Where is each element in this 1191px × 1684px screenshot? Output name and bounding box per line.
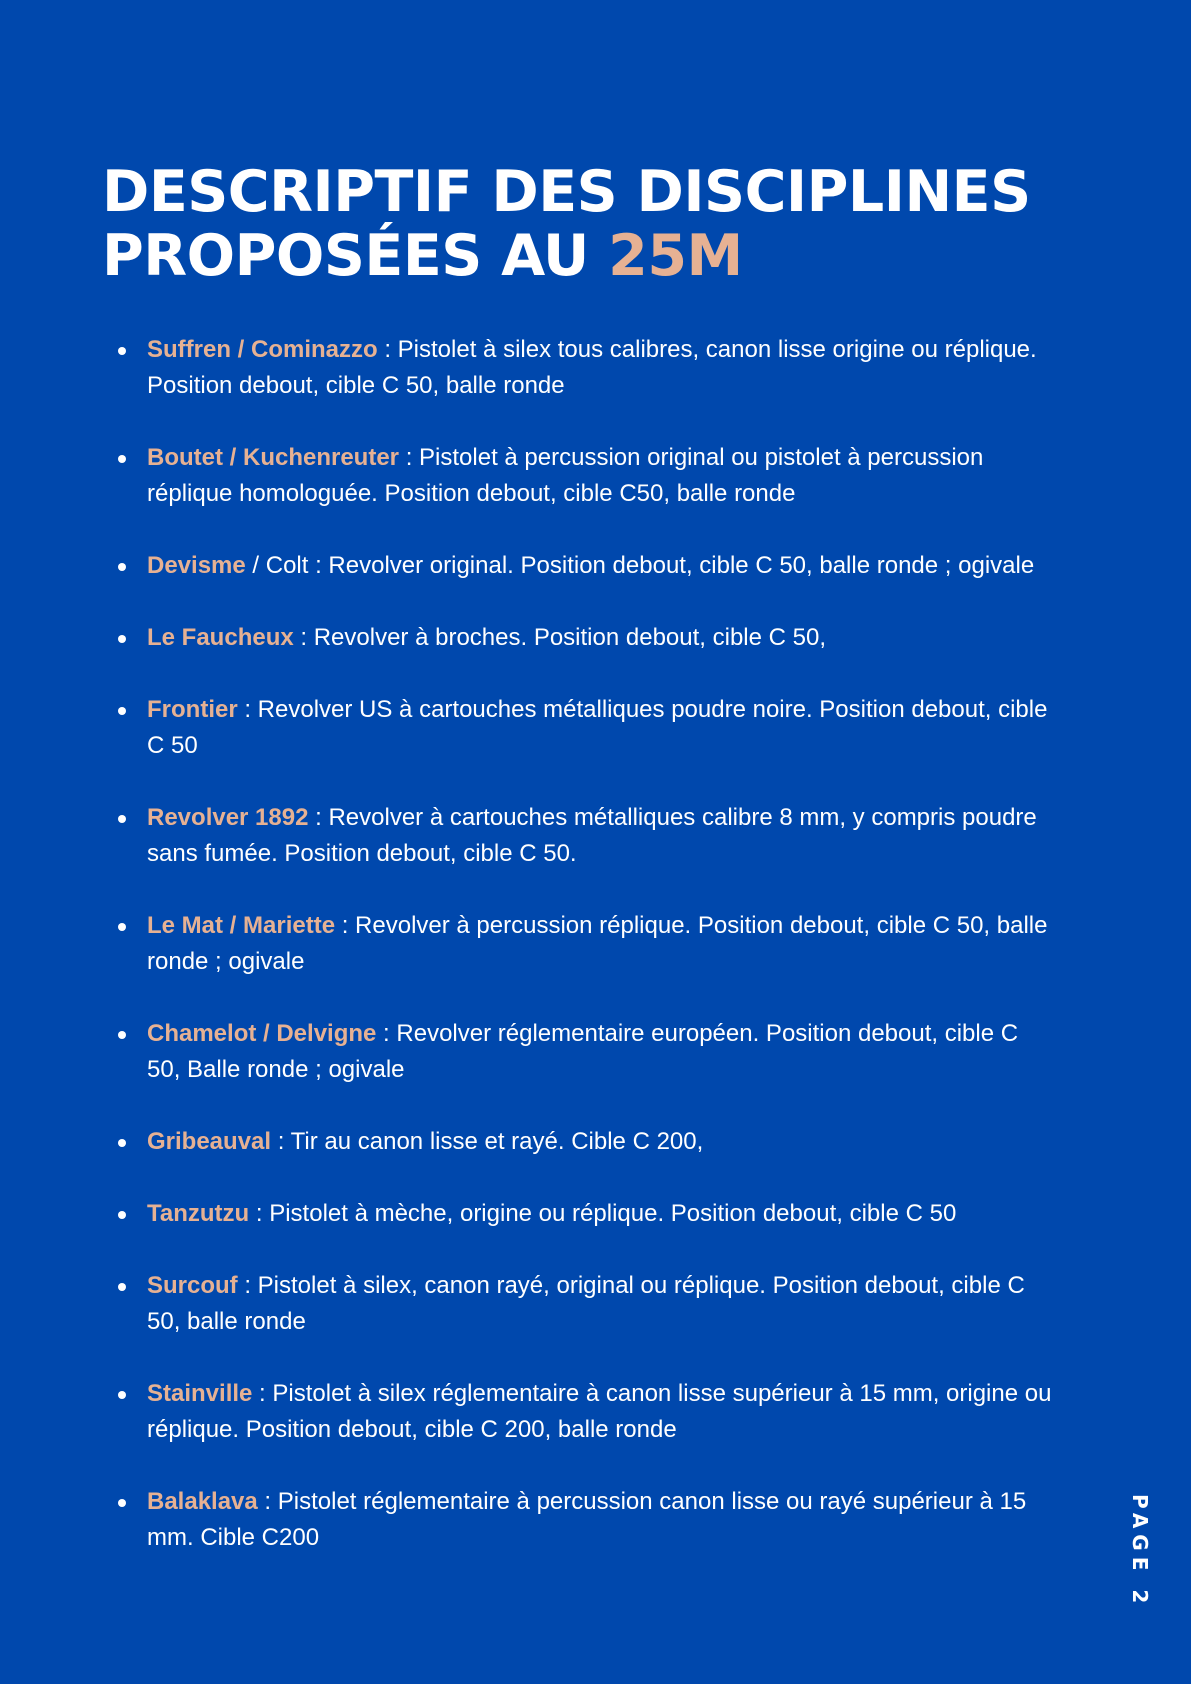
discipline-description: : Revolver à percussion réplique. Position debout, cible C 50, balle ronde ; ogivale: [147, 912, 1048, 975]
list-item: [116, 1376, 1056, 1448]
discipline-description: : Pistolet réglementaire à percussion canon lisse ou rayé supérieur à 15 mm. Cible C200: [147, 1488, 1027, 1551]
list-item: [116, 692, 1056, 764]
list-item: [116, 1484, 1056, 1556]
list-item: [116, 548, 1056, 584]
discipline-description: : Pistolet à mèche, origine ou réplique. Position debout, cible C 50: [249, 1200, 957, 1227]
page-title: [102, 160, 1062, 288]
discipline-description: / Colt : Revolver original. Position debout, cible C 50, balle ronde ; ogivale: [245, 552, 1035, 579]
discipline-name: Le Faucheux: [147, 624, 294, 651]
discipline-description: : Revolver US à cartouches métalliques poudre noire. Position debout, cible C 50: [147, 696, 1048, 759]
discipline-description: : Tir au canon lisse et rayé. Cible C 200,: [271, 1128, 704, 1155]
disciplines-list: [116, 332, 1056, 1592]
title-line-2-prefix: PROPOSÉES AU: [102, 223, 609, 289]
list-item: [116, 1124, 1056, 1160]
list-item: [116, 1016, 1056, 1088]
discipline-name: Revolver 1892: [147, 804, 309, 831]
discipline-description: : Pistolet à silex tous calibres, canon lisse origine ou réplique. Position debout, cible C 50, balle ronde: [147, 336, 1037, 399]
discipline-description: : Revolver réglementaire européen. Position debout, cible C 50, Balle ronde ; ogivale: [147, 1020, 1019, 1083]
bullet-icon: [118, 455, 126, 463]
bullet-icon: [118, 1139, 126, 1147]
discipline-name: Suffren / Cominazzo: [147, 336, 378, 363]
bullet-icon: [118, 1499, 126, 1507]
list-item: [116, 440, 1056, 512]
discipline-description: : Pistolet à silex réglementaire à canon lisse supérieur à 15 mm, origine ou réplique. Position debout, cible C 200, balle ronde: [147, 1380, 1052, 1443]
discipline-name: Surcouf: [147, 1272, 238, 1299]
discipline-description: : Revolver à broches. Position debout, cible C 50,: [293, 624, 827, 651]
bullet-icon: [118, 1283, 126, 1291]
discipline-name: Balaklava: [147, 1488, 258, 1515]
discipline-description: : Pistolet à silex, canon rayé, original ou réplique. Position debout, cible C 50, balle ronde: [147, 1272, 1025, 1335]
bullet-icon: [118, 1211, 126, 1219]
discipline-name: Devisme: [147, 552, 246, 579]
list-item: [116, 1196, 1056, 1232]
bullet-icon: [118, 1031, 126, 1039]
list-item: [116, 1268, 1056, 1340]
page-number: PAGE 2: [1128, 1494, 1152, 1610]
discipline-description: : Pistolet à percussion original ou pistolet à percussion réplique homologuée. Position debout, cible C50, balle ronde: [147, 444, 984, 507]
discipline-name: Chamelot / Delvigne: [147, 1020, 377, 1047]
bullet-icon: [118, 347, 126, 355]
discipline-description: : Revolver à cartouches métalliques calibre 8 mm, y compris poudre sans fumée. Position debout, cible C 50.: [147, 804, 1037, 867]
discipline-name: Le Mat / Mariette: [147, 912, 336, 939]
bullet-icon: [118, 1391, 126, 1399]
discipline-name: Gribeauval: [147, 1128, 272, 1155]
discipline-name: Stainville: [147, 1380, 253, 1407]
list-item: [116, 620, 1056, 656]
list-item: [116, 800, 1056, 872]
discipline-name: Tanzutzu: [147, 1200, 250, 1227]
bullet-icon: [118, 815, 126, 823]
discipline-name: Boutet / Kuchenreuter: [147, 444, 400, 471]
list-item: [116, 332, 1056, 404]
bullet-icon: [118, 923, 126, 931]
bullet-icon: [118, 635, 126, 643]
discipline-name: Frontier: [147, 696, 238, 723]
bullet-icon: [118, 563, 126, 571]
list-item: [116, 908, 1056, 980]
bullet-icon: [118, 707, 126, 715]
title-accent-distance: 25M: [608, 223, 743, 289]
title-line-1: DESCRIPTIF DES DISCIPLINES: [102, 159, 1031, 225]
